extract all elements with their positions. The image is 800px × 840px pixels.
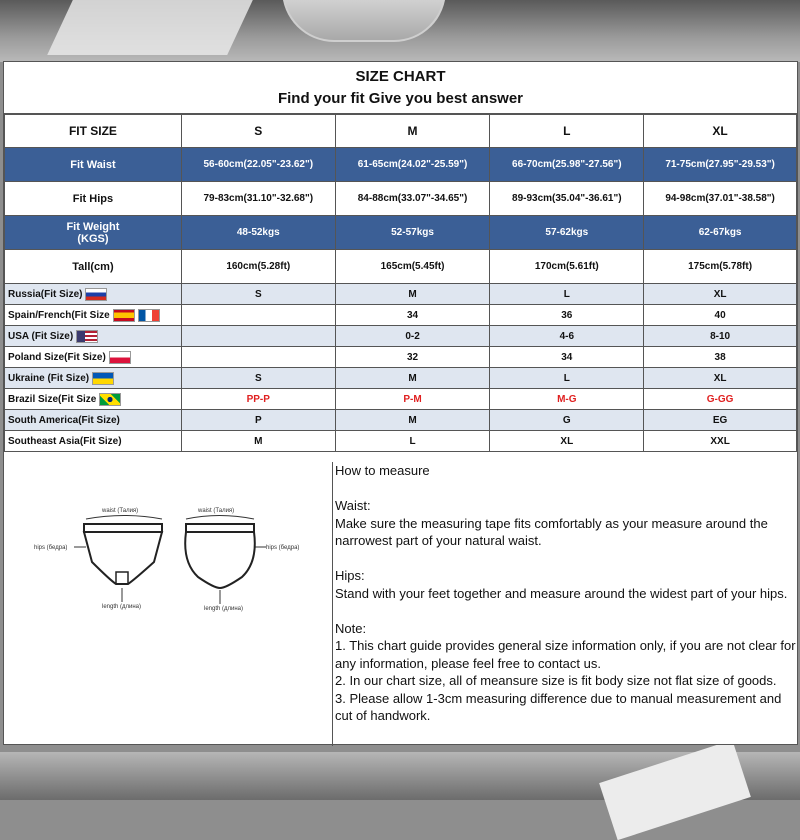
- row-label: Tall(cm): [5, 250, 182, 284]
- table-cell: 4-6: [490, 326, 644, 347]
- region-label: Brazil Size(Fit Size: [8, 393, 97, 405]
- table-row: [5, 410, 797, 431]
- table-cell: 0-2: [335, 326, 490, 347]
- table-cell: 175cm(5.78ft): [644, 250, 797, 284]
- row-label: [5, 284, 182, 305]
- column-header: L: [490, 115, 644, 148]
- instructions-heading: How to measure: [335, 463, 430, 478]
- table-cell: XL: [644, 368, 797, 389]
- table-row: [5, 216, 797, 250]
- table-row: [5, 326, 797, 347]
- table-cell: P-M: [335, 389, 490, 410]
- row-label: [5, 305, 182, 326]
- table-cell: 32: [335, 347, 490, 368]
- table-cell: 94-98cm(37.01"-38.58"): [644, 182, 797, 216]
- length-label-2: length (длина): [204, 606, 244, 612]
- waist-title: Waist:: [335, 498, 371, 513]
- table-cell: 160cm(5.28ft): [181, 250, 335, 284]
- hips-label-1: hips (бедра): [34, 545, 68, 551]
- table-cell: 89-93cm(35.04"-36.61"): [490, 182, 644, 216]
- column-header: S: [181, 115, 335, 148]
- region-label: USA (Fit Size): [8, 330, 74, 342]
- table-cell: 38: [644, 347, 797, 368]
- briefs-diagram-svg: [4, 462, 333, 746]
- table-cell: M: [335, 410, 490, 431]
- table-cell: 62-67kgs: [644, 216, 797, 250]
- table-cell: S: [181, 284, 335, 305]
- chart-title: SIZE CHART: [355, 68, 446, 85]
- waist-arrow-2: [186, 516, 254, 520]
- table-row: [5, 368, 797, 389]
- briefs-back-icon: [185, 524, 255, 588]
- row-label: Fit Weight (KGS): [5, 216, 182, 250]
- table-cell: L: [335, 431, 490, 452]
- table-cell: L: [490, 284, 644, 305]
- size-chart-sheet: [3, 61, 798, 745]
- table-cell: 71-75cm(27.95"-29.53"): [644, 148, 797, 182]
- table-row: [5, 431, 797, 452]
- table-cell: 170cm(5.61ft): [490, 250, 644, 284]
- row-label: [5, 368, 182, 389]
- column-header: M: [335, 115, 490, 148]
- table-cell: XL: [644, 284, 797, 305]
- table-header-row: [5, 115, 797, 148]
- table-cell: [181, 326, 335, 347]
- ukraine-flag-icon: [92, 372, 114, 385]
- poland-flag-icon: [109, 351, 131, 364]
- background-card: [599, 740, 751, 840]
- table-cell: EG: [644, 410, 797, 431]
- table-cell: 165cm(5.45ft): [335, 250, 490, 284]
- hips-title: Hips:: [335, 568, 365, 583]
- measurement-diagram: [4, 462, 333, 746]
- note-1: 1. This chart guide provides general size information only, if you are not clear for any information, please feel free to contact us.: [335, 638, 796, 671]
- table-cell: S: [181, 368, 335, 389]
- region-label: Poland Size(Fit Size): [8, 351, 106, 363]
- france-flag-icon: [138, 309, 160, 322]
- hips-text: Stand with your feet together and measure around the widest part of your hips.: [335, 585, 788, 601]
- table-cell: 56-60cm(22.05"-23.62"): [181, 148, 335, 182]
- table-cell: 57-62kgs: [490, 216, 644, 250]
- table-cell: XXL: [644, 431, 797, 452]
- region-label: Spain/French(Fit Size: [8, 309, 110, 321]
- spain-flag-icon: [113, 309, 135, 322]
- table-cell: M: [181, 431, 335, 452]
- chart-header: [4, 62, 797, 114]
- column-header: FIT SIZE: [5, 115, 182, 148]
- table-row: [5, 284, 797, 305]
- usa-flag-icon: [76, 330, 98, 343]
- table-cell: G-GG: [644, 389, 797, 410]
- row-label: [5, 389, 182, 410]
- measurement-instructions: [335, 462, 797, 746]
- table-cell: 84-88cm(33.07"-34.65"): [335, 182, 490, 216]
- note-title: Note:: [335, 620, 367, 636]
- brazil-flag-icon: [99, 393, 121, 406]
- table-row: [5, 305, 797, 326]
- row-label: Southeast Asia(Fit Size): [5, 431, 182, 452]
- table-cell: 40: [644, 305, 797, 326]
- background-paper: [47, 0, 253, 55]
- table-row: [5, 182, 797, 216]
- table-cell: 34: [490, 347, 644, 368]
- size-table: [4, 114, 797, 452]
- row-label: South America(Fit Size): [5, 410, 182, 431]
- table-cell: M: [335, 284, 490, 305]
- table-row: [5, 389, 797, 410]
- background-photo-bottom: [0, 752, 800, 800]
- table-cell: 36: [490, 305, 644, 326]
- waist-label-1: waist (Талия): [102, 508, 139, 514]
- table-cell: 52-57kgs: [335, 216, 490, 250]
- region-label: Ukraine (Fit Size): [8, 372, 90, 384]
- hips-label-2: hips (бедра): [266, 545, 300, 551]
- table-cell: P: [181, 410, 335, 431]
- table-cell: M-G: [490, 389, 644, 410]
- russia-flag-icon: [85, 288, 107, 301]
- table-cell: 61-65cm(24.02"-25.59"): [335, 148, 490, 182]
- table-row: [5, 347, 797, 368]
- table-cell: 79-83cm(31.10"-32.68"): [181, 182, 335, 216]
- briefs-front-icon: [84, 524, 162, 584]
- background-glass-bowl: [282, 0, 446, 42]
- table-cell: 34: [335, 305, 490, 326]
- table-cell: PP-P: [181, 389, 335, 410]
- waist-label-2: waist (Талия): [198, 508, 235, 514]
- row-label: [5, 347, 182, 368]
- waist-text: Make sure the measuring tape fits comfortably as your measure around the narrowest part of your natural waist.: [335, 515, 768, 548]
- table-cell: L: [490, 368, 644, 389]
- length-label-1: length (длина): [102, 604, 142, 610]
- row-label: [5, 326, 182, 347]
- chart-subtitle: Find your fit Give you best answer: [277, 90, 524, 107]
- table-cell: M: [335, 368, 490, 389]
- table-row: [5, 148, 797, 182]
- table-row: [5, 250, 797, 284]
- region-label: Russia(Fit Size): [8, 288, 83, 300]
- column-header: XL: [644, 115, 797, 148]
- note-2: 2. In our chart size, all of meansure size is fit body size not flat size of goods.: [335, 673, 777, 688]
- table-cell: 8-10: [644, 326, 797, 347]
- table-cell: [181, 305, 335, 326]
- background-photo-top: [0, 0, 800, 62]
- row-label: Fit Waist: [5, 148, 182, 182]
- waist-arrow-1: [86, 516, 162, 520]
- table-cell: G: [490, 410, 644, 431]
- table-cell: 66-70cm(25.98"-27.56"): [490, 148, 644, 182]
- row-label: Fit Hips: [5, 182, 182, 216]
- table-cell: XL: [490, 431, 644, 452]
- table-cell: [181, 347, 335, 368]
- table-cell: 48-52kgs: [181, 216, 335, 250]
- note-3: 3. Please allow 1-3cm measuring difference due to manual measurement and cut of handwork.: [335, 690, 782, 723]
